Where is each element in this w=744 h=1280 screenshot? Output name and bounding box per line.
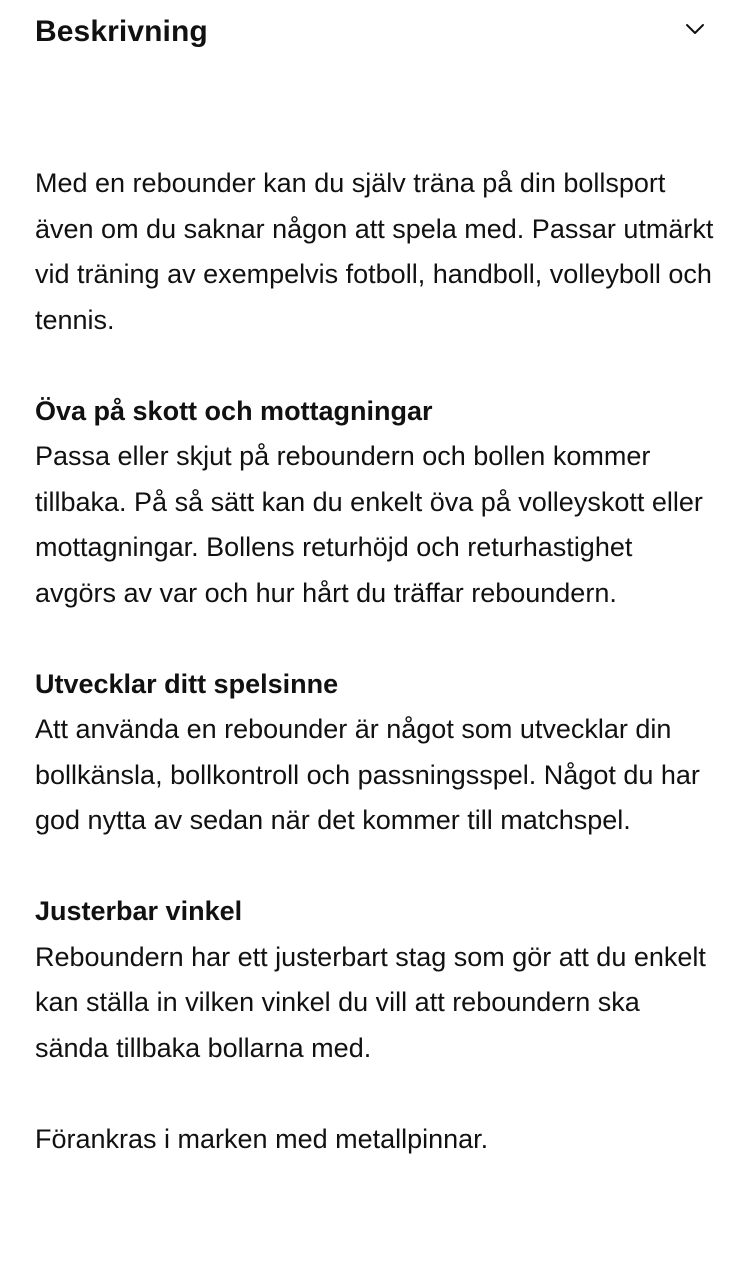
chevron-down-icon[interactable] (682, 16, 708, 42)
section-shots (35, 389, 714, 617)
footer-text: Förankras i marken med metallpinnar. (35, 1123, 489, 1154)
footer-paragraph (35, 1117, 714, 1163)
intro-paragraph (35, 161, 714, 343)
section-game-sense (35, 662, 714, 844)
section-body: Att använda en rebounder är något som utvecklar din bollkänsla, bollkontroll och passningsspel. Något du har god nytta av sedan när det kommer till matchspel. (35, 714, 700, 835)
intro-text: Med en rebounder kan du själv träna på din bollsport även om du saknar någon att spela med. Passar utmärkt vid träning av exempelvis fotboll, handboll, volleyboll och tennis. (35, 168, 714, 335)
section-body: Reboundern har ett justerbart stag som gör att du enkelt kan ställa in vilken vinkel du vill att reboundern ska sända tillbaka bollarna med. (35, 941, 706, 1063)
section-adjustable-angle (35, 889, 714, 1071)
description-accordion-header[interactable] (35, 8, 708, 56)
section-heading: Utvecklar ditt spelsinne (35, 668, 339, 699)
accordion-title: Beskrivning (35, 15, 208, 48)
section-body: Passa eller skjut på reboundern och bollen kommer tillbaka. På så sätt kan du enkelt öva på volleyskott eller mottagningar. Bollens returhöjd och returhastighet avgörs av var och hur hårt du träffar reboundern. (35, 441, 703, 608)
description-content (35, 161, 714, 1162)
section-heading: Justerbar vinkel (35, 896, 243, 926)
section-heading: Öva på skott och mottagningar (35, 395, 433, 426)
